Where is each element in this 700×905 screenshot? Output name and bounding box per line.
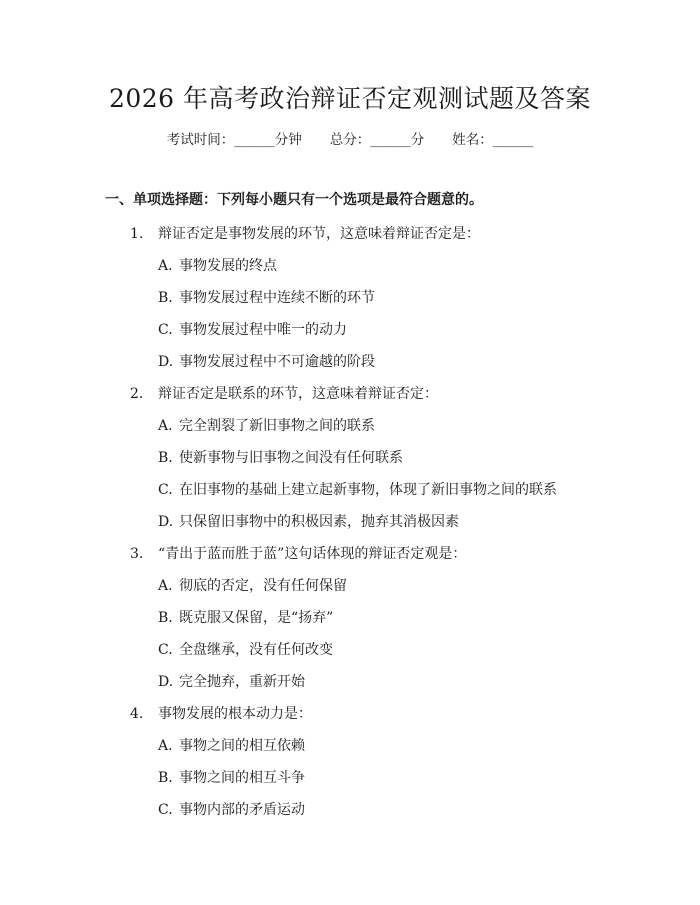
question-number: 1. [130,226,144,242]
question-number: 3. [130,546,144,562]
option-d [0,512,700,544]
option-text: 全盘继承，没有任何改变 [179,642,333,658]
option-letter: D. [158,354,174,370]
option-b [0,768,700,800]
question-stem [0,544,700,576]
option-text: 事物发展的终点 [179,258,277,274]
student-name-field: 姓名：______ [452,132,534,148]
option-c [0,800,700,832]
question-text: 辩证否定是联系的环节，这意味着辩证否定： [158,386,438,402]
option-letter: C. [158,322,173,338]
option-text: 完全抛弃，重新开始 [179,674,305,690]
option-a [0,736,700,768]
option-text: 在旧事物的基础上建立起新事物，体现了新旧事物之间的联系 [179,482,557,498]
option-letter: B. [158,610,173,626]
option-text: 事物内部的矛盾运动 [179,802,305,818]
question-number: 4. [130,706,144,722]
option-letter: A. [158,738,173,754]
question-text: 辩证否定是事物发展的环节，这意味着辩证否定是： [158,226,480,242]
option-a [0,256,700,288]
question-list [0,224,700,832]
option-c [0,320,700,352]
option-letter: A. [158,578,173,594]
question-stem [0,224,700,256]
option-c [0,480,700,512]
option-d [0,352,700,384]
option-text: 事物之间的相互依赖 [179,738,305,754]
option-text: 事物之间的相互斗争 [179,770,305,786]
option-letter: C. [158,642,173,658]
question-3 [0,544,700,704]
option-text: 既克服又保留，是“扬弃” [179,610,334,626]
question-4 [0,704,700,832]
option-text: 只保留旧事物中的积极因素，抛弃其消极因素 [179,514,459,530]
question-stem [0,384,700,416]
option-letter: C. [158,802,173,818]
option-text: 使新事物与旧事物之间没有任何联系 [179,450,403,466]
question-stem [0,704,700,736]
option-letter: A. [158,258,173,274]
option-b [0,288,700,320]
option-letter: A. [158,418,173,434]
option-text: 事物发展过程中不可逾越的阶段 [179,354,375,370]
page-title: 2026 年高考政治辩证否定观测试题及答案 [108,84,592,113]
option-letter: B. [158,770,173,786]
section-heading: 一、单项选择题：下列每小题只有一个选项是最符合题意的。 [105,192,483,208]
option-b [0,608,700,640]
option-letter: D. [158,514,174,530]
option-letter: D. [158,674,174,690]
question-1 [0,224,700,384]
option-letter: B. [158,450,173,466]
option-text: 事物发展过程中唯一的动力 [179,322,347,338]
option-letter: C. [158,482,173,498]
option-c [0,640,700,672]
option-a [0,416,700,448]
option-a [0,576,700,608]
exam-meta-line [0,130,700,150]
exam-time-field: 考试时间：______分钟 [166,132,302,148]
question-text: 事物发展的根本动力是： [158,706,312,722]
question-2 [0,384,700,544]
option-b [0,448,700,480]
question-text: “青出于蓝而胜于蓝”这句话体现的辩证否定观是： [158,546,467,562]
total-score-field: 总分：______分 [329,132,425,148]
question-number: 2. [130,386,144,402]
option-text: 完全割裂了新旧事物之间的联系 [179,418,375,434]
option-text: 事物发展过程中连续不断的环节 [179,290,375,306]
option-text: 彻底的否定，没有任何保留 [179,578,347,594]
option-letter: B. [158,290,173,306]
option-d [0,672,700,704]
